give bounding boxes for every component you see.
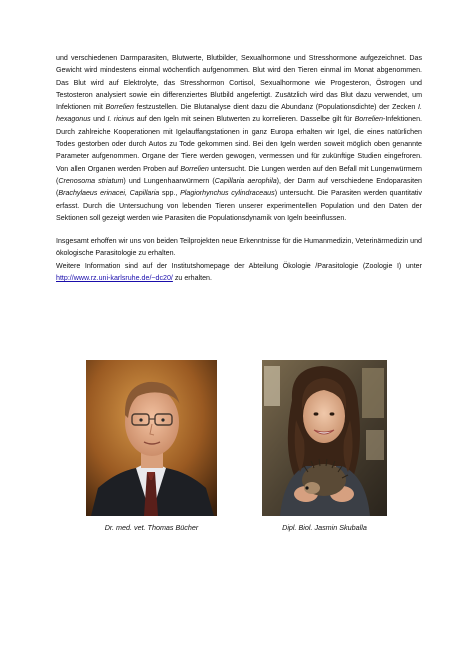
photo-caption-2: Dipl. Biol. Jasmin Skuballa <box>282 523 367 532</box>
paragraph-summary: Insgesamt erhoffen wir uns von beiden Teilprojekten neue Erkenntnisse für die Humanmedizin, Veterinärmedizin und ökologische Parasitologie zu erhalten. <box>56 237 422 258</box>
document-text <box>56 52 422 284</box>
paragraph-methods: und verschiedenen Darmparasiten, Blutwerte, Blutbilder, Sexualhormone und Stresshormone aufgezeichnet. Das Gewicht wird mindestens einmal wöchentlich aufgenommen. Blut wird den Tieren einmal im Monat abgenommen. Das Blut wird auf Elektrolyte, das Stresshormon Cortisol, Sexualhormone wie Progesteron, Östrogen und Testosteron analysiert sowie ein differenziertes Blutbild angefertigt. Zusätzlich wird das Blut dazu verwendet, um Infektionen mit Borrelien festzustellen. Die Blutanalyse dient dazu die Abundanz (Populationsdichte) der Zecken I. hexagonus und I. ricinus auf den Igeln mit seinen Blutwerten zu korrelieren. Dasselbe gilt für Borrelien-Infektionen. Durch zahlreiche Kooperationen mit Igelauffangstationen in ganz Europa erhalten wir Igel, die eines natürlichen Todes gestorben oder durch Autos zu Tode gekommen sind. Bei den Igeln werden soweit möglich oben genannte Parameter aufgenommen. Organe der Tiere werden gewogen, vermessen und für zukünftige Studien eingefroren. Von allen Organen werden Proben auf Borrelien untersucht. Die Lungen werden auf den Befall mit Lungenwürmern (Crenosoma striatum) und Lungenhaarwürmern (Capillaria aerophila), der Darm auf verschiedene Endoparasiten (Brachylaeus erinacei, Capillaria spp., Plagiorhynchus cylindraceaus) untersucht. Die Parasiten werden quantitativ erfasst. Durch die Untersuchung von lebenden Tieren unserer experimentellen Population und den Daten der Sektionen soll gezeigt werden wie Parasiten die Populationsdynamik von Igeln beeinflussen. <box>56 54 422 222</box>
institute-homepage-link[interactable]: http://www.rz.uni-karlsruhe.de/~dc20/ <box>56 274 173 283</box>
photo-caption-1: Dr. med. vet. Thomas Bücher <box>104 523 199 532</box>
paragraph-more-info: Weitere Information sind auf der Institutshomepage der Abteilung Ökologie /Parasitologie (Zoologie I) unter http://www.rz.uni-karlsruhe.de/~dc20/ zu erhalten. <box>56 261 422 283</box>
portrait-man-photo <box>86 360 217 516</box>
portrait-woman-hedgehog-photo <box>262 360 387 516</box>
